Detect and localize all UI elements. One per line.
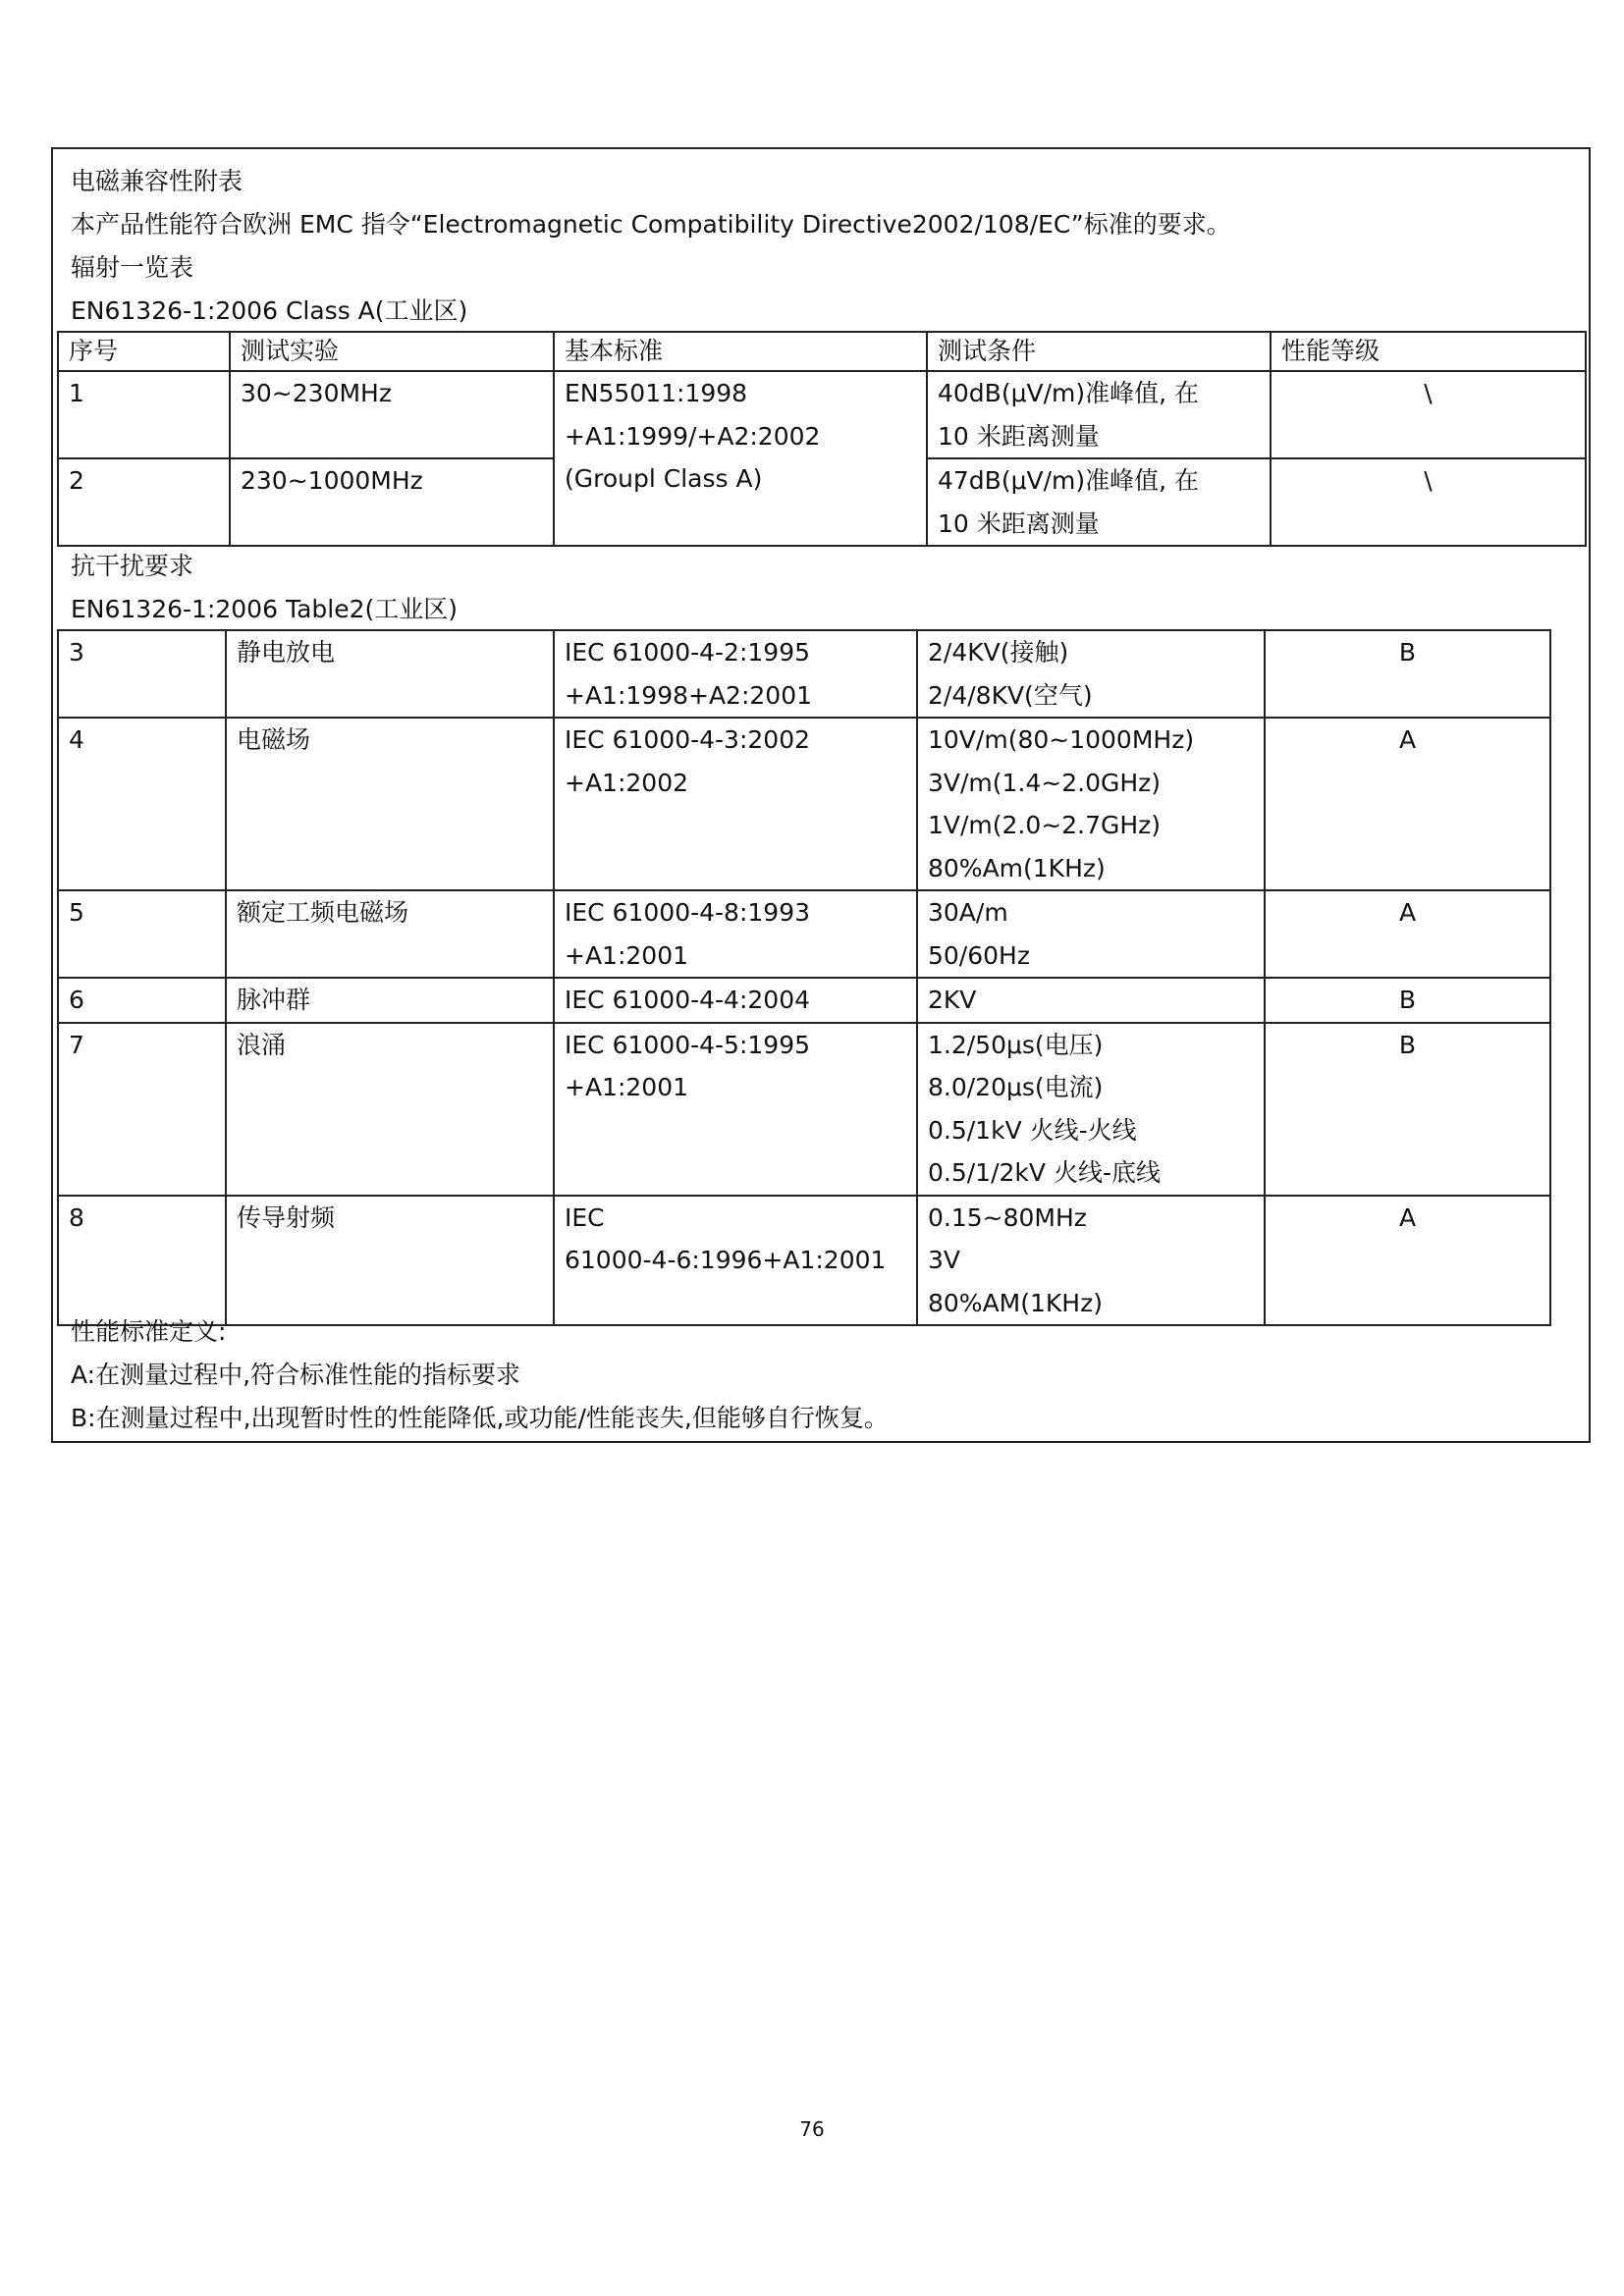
condition-line: 0.5/1kV 火线-火线: [928, 1115, 1137, 1145]
table-row: [58, 1196, 1550, 1326]
table-row: [58, 1023, 1550, 1196]
column-header: 基本标准: [554, 332, 927, 371]
basic-standard: [554, 718, 917, 890]
condition-line: 2/4/8KV(空气): [928, 680, 1093, 710]
table-row: [58, 890, 1550, 978]
row-number: 3: [58, 630, 226, 718]
definition-a: A:在测量过程中,符合标准性能的指标要求: [71, 1361, 521, 1389]
test-item: 额定工频电磁场: [226, 890, 554, 978]
test-condition: [917, 630, 1265, 718]
emission-table: [57, 331, 1587, 547]
table-row: [58, 718, 1550, 890]
page-number: 76: [799, 2117, 825, 2141]
basic-standard: [554, 630, 917, 718]
performance-grade: \: [1271, 371, 1586, 458]
column-header: 序号: [58, 332, 230, 371]
table-row: [58, 371, 1586, 458]
immunity-table: [57, 629, 1551, 1326]
standard-line: IEC: [565, 1202, 605, 1232]
test-item: 电磁场: [226, 718, 554, 890]
performance-grade: B: [1265, 1023, 1550, 1196]
condition-line: 0.15~80MHz: [928, 1202, 1087, 1232]
condition-line: 2KV: [928, 986, 977, 1014]
condition-line: 0.5/1/2kV 火线-底线: [928, 1158, 1161, 1187]
test-item: 230~1000MHz: [230, 458, 554, 546]
basic-standard: [554, 978, 917, 1023]
immunity-heading: 抗干扰要求: [71, 552, 194, 580]
row-number: 1: [58, 371, 230, 458]
test-condition: [927, 458, 1271, 546]
standard-line: 61000-4-6:1996+A1:2001: [565, 1246, 887, 1274]
condition-line: 8.0/20μs(电流): [928, 1073, 1104, 1101]
basic-standard: [554, 1023, 917, 1196]
standard-line: IEC 61000-4-4:2004: [565, 986, 810, 1014]
test-condition: [917, 978, 1265, 1023]
condition-line: 10V/m(80~1000MHz): [928, 725, 1195, 754]
table-header-row: [58, 332, 1586, 371]
test-item: 30~230MHz: [230, 371, 554, 458]
test-condition: [917, 890, 1265, 978]
performance-grade: A: [1265, 718, 1550, 890]
column-header: 性能等级: [1271, 332, 1586, 371]
test-item: 传导射频: [226, 1196, 554, 1326]
definition-title: 性能标准定义:: [71, 1317, 227, 1346]
condition-line: 10 米距离测量: [938, 508, 1100, 538]
standard-line: +A1:1999/+A2:2002: [565, 421, 821, 451]
condition-line: 2/4KV(接触): [928, 638, 1069, 667]
standard-line: +A1:1998+A2:2001: [565, 680, 813, 710]
basic-standard: [554, 1196, 917, 1326]
standard-line: IEC 61000-4-5:1995: [565, 1030, 810, 1059]
condition-line: 30A/m: [928, 898, 1008, 927]
row-number: 5: [58, 890, 226, 978]
row-number: 6: [58, 978, 226, 1023]
condition-line: 80%AM(1KHz): [928, 1288, 1103, 1317]
test-item: 浪涌: [226, 1023, 554, 1196]
standard-line: IEC 61000-4-8:1993: [565, 898, 810, 927]
emission-standard: EN61326-1:2006 Class A(工业区): [71, 296, 468, 325]
column-header: 测试条件: [927, 332, 1271, 371]
performance-grade: \: [1271, 458, 1586, 546]
condition-line: 3V/m(1.4~2.0GHz): [928, 768, 1162, 797]
column-header: 测试实验: [230, 332, 554, 371]
emission-heading: 辐射一览表: [71, 253, 194, 282]
condition-line: 10 米距离测量: [938, 421, 1100, 451]
table-row: [58, 978, 1550, 1023]
test-condition: [927, 371, 1271, 458]
immunity-standard: EN61326-1:2006 Table2(工业区): [71, 595, 459, 623]
performance-grade: A: [1265, 890, 1550, 978]
performance-grade: B: [1265, 630, 1550, 718]
standard-line: (Groupl Class A): [565, 464, 763, 493]
row-number: 2: [58, 458, 230, 546]
test-condition: [917, 1196, 1265, 1326]
condition-line: 50/60Hz: [928, 940, 1030, 970]
standard-line: +A1:2002: [565, 768, 689, 797]
standard-line: IEC 61000-4-3:2002: [565, 725, 810, 754]
test-item: 静电放电: [226, 630, 554, 718]
table-row: [58, 630, 1550, 718]
condition-line: 40dB(μV/m)准峰值, 在: [938, 379, 1200, 407]
condition-line: 47dB(μV/m)准峰值, 在: [938, 466, 1200, 495]
condition-line: 1V/m(2.0~2.7GHz): [928, 811, 1162, 839]
document-title: 电磁兼容性附表: [71, 167, 244, 195]
condition-line: 3V: [928, 1246, 961, 1274]
basic-standard: [554, 371, 927, 546]
standard-line: +A1:2001: [565, 940, 689, 970]
test-condition: [917, 1023, 1265, 1196]
standard-line: EN55011:1998: [565, 379, 748, 407]
standard-line: +A1:2001: [565, 1073, 689, 1101]
row-number: 8: [58, 1196, 226, 1326]
row-number: 4: [58, 718, 226, 890]
test-item: 脉冲群: [226, 978, 554, 1023]
test-condition: [917, 718, 1265, 890]
condition-line: 80%Am(1KHz): [928, 853, 1106, 882]
basic-standard: [554, 890, 917, 978]
row-number: 7: [58, 1023, 226, 1196]
definition-b: B:在测量过程中,出现暂时性的性能降低,或功能/性能丧失,但能够自行恢复。: [71, 1404, 889, 1432]
compliance-statement: 本产品性能符合欧洲 EMC 指令“Electromagnetic Compatibility Directive2002/108/EC”标准的要求。: [71, 210, 1231, 239]
performance-grade: A: [1265, 1196, 1550, 1326]
standard-line: IEC 61000-4-2:1995: [565, 638, 810, 667]
performance-grade: B: [1265, 978, 1550, 1023]
condition-line: 1.2/50μs(电压): [928, 1030, 1104, 1059]
